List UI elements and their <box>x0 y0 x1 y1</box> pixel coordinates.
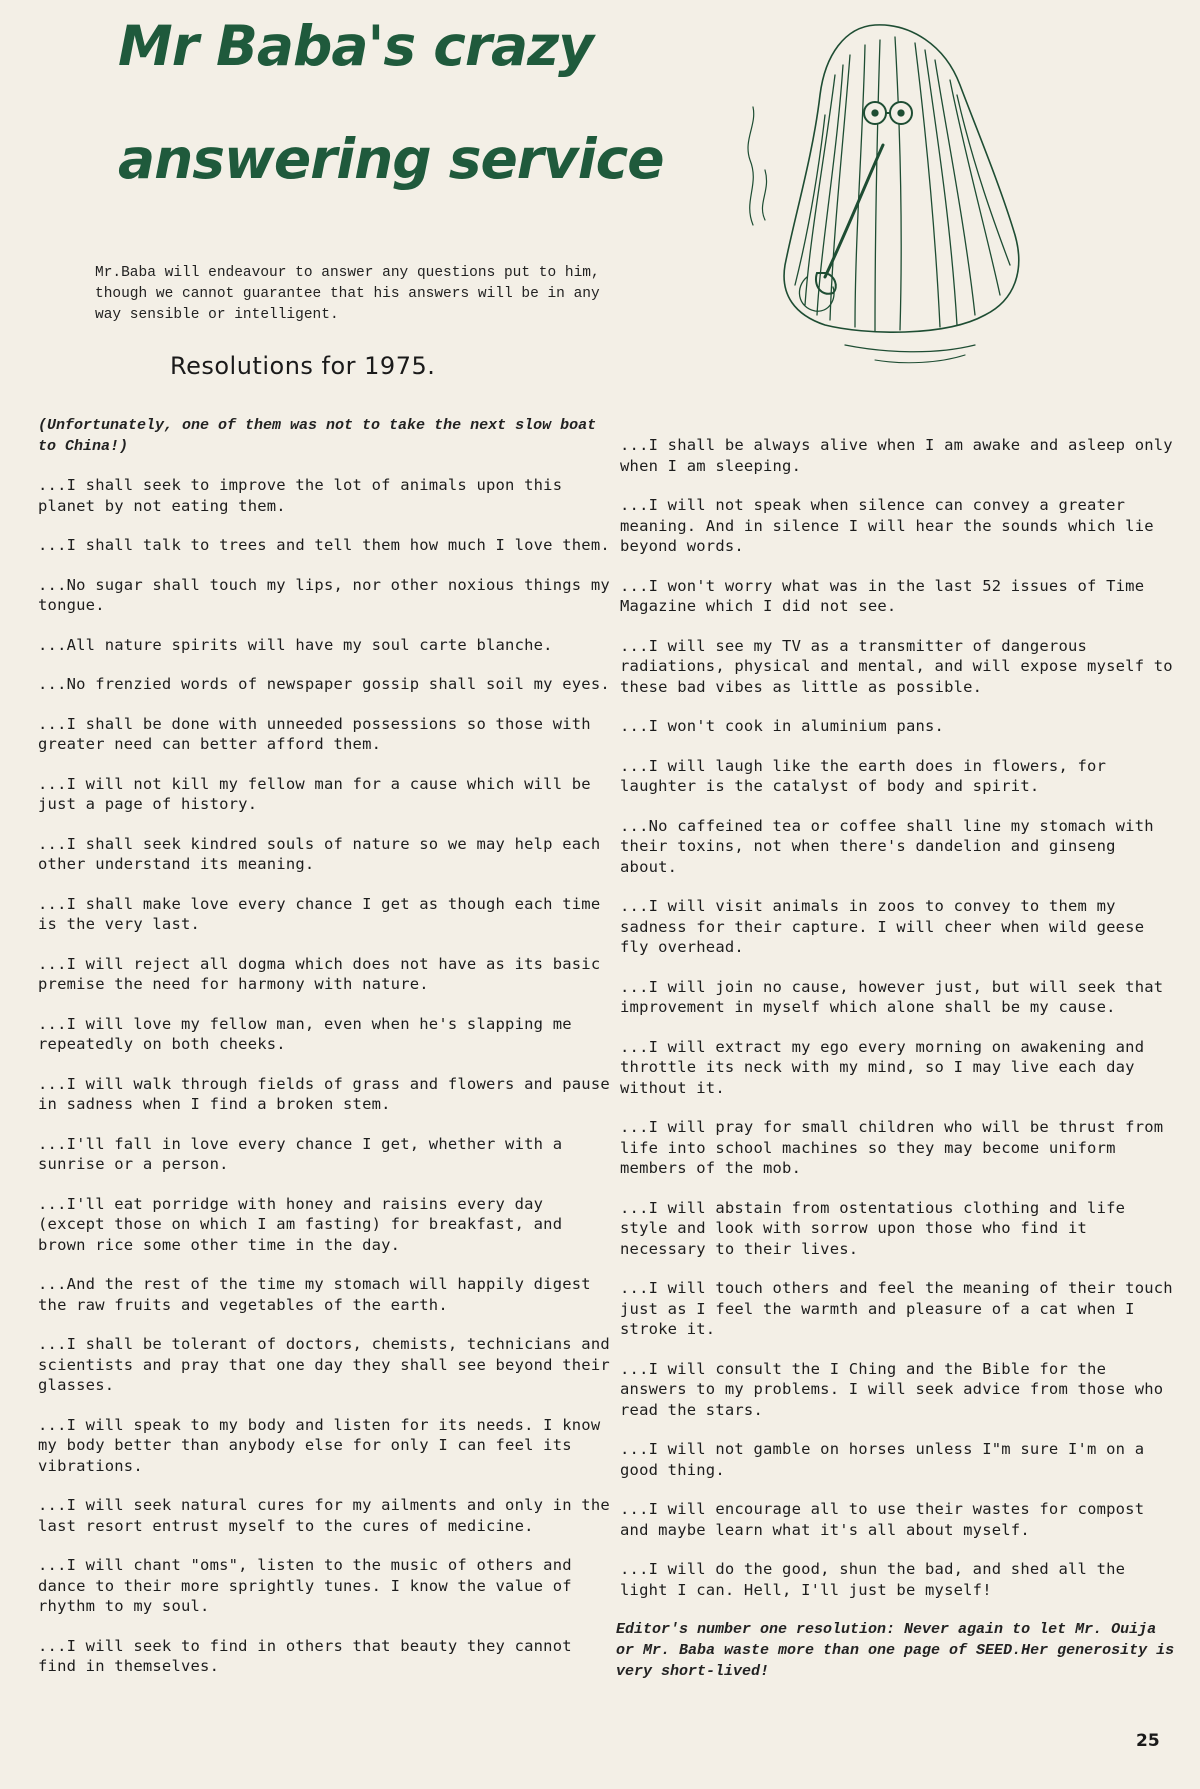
intro-note: (Unfortunately, one of them was not to take the next slow boat to China!) <box>38 417 597 455</box>
resolution-paragraph: ...I will do the good, shun the bad, and shed all the light I can. Hell, I'll just be myself! <box>620 1560 1126 1599</box>
resolution-paragraph: ...I will see my TV as a transmitter of dangerous radiations, physical and mental, and will expose myself to these bad vibes as little as possible. <box>620 636 1173 696</box>
resolution-paragraph: ...I will walk through fields of grass and flowers and pause in sadness when I find a broken stem. <box>38 1074 610 1113</box>
right-resolutions-list <box>612 435 1177 1600</box>
resolution-paragraph: ...I will visit animals in zoos to convey to them my sadness for their capture. I will cheer when wild geese fly overhead. <box>620 897 1145 956</box>
resolution-paragraph: ...I will abstain from ostentatious clothing and life style and look with sorrow upon those who find it necessary to their lives. <box>620 1198 1126 1258</box>
resolution-paragraph: ...I shall talk to trees and tell them how much I love them. <box>38 536 610 554</box>
resolution-paragraph: ...I shall be always alive when I am awake and asleep only when I am sleeping. <box>620 436 1173 475</box>
left-resolutions-list <box>30 475 615 1677</box>
resolution-paragraph: ...I will reject all dogma which does not have as its basic premise the need for harmony with nature. <box>38 954 601 993</box>
resolution-paragraph: ...I shall make love every chance I get as though each time is the very last. <box>38 894 601 933</box>
resolution-paragraph: ...No frenzied words of newspaper gossip shall soil my eyes. <box>38 675 610 693</box>
resolution-paragraph: ...I will join no cause, however just, but will seek that improvement in myself which alone shall be my cause. <box>620 977 1164 1016</box>
headline-line-2: answering service <box>118 127 664 191</box>
resolution-paragraph: ...I will pray for small children who will be thrust from life into school machines so they may become uniform members of the mob. <box>620 1118 1164 1177</box>
resolution-paragraph: ...I will not kill my fellow man for a cause which will be just a page of history. <box>38 774 591 813</box>
resolution-paragraph: ...All nature spirits will have my soul carte blanche. <box>38 635 553 654</box>
resolution-paragraph: ...I shall be done with unneeded possessions so those with greater need can better afford them. <box>38 714 591 753</box>
resolution-paragraph: ...And the rest of the time my stomach will happily digest the raw fruits and vegetables of the earth. <box>38 1275 591 1314</box>
resolution-paragraph: ...I will laugh like the earth does in flowers, for laughter is the catalyst of body and spirit. <box>620 756 1107 795</box>
resolution-paragraph: ...I won't worry what was in the last 52 issues of Time Magazine which I did not see. <box>620 576 1145 615</box>
headline-line-1: Mr Baba's crazy <box>118 14 593 78</box>
subheading: Resolutions for 1975. <box>170 352 436 380</box>
resolution-paragraph: ...I'll eat porridge with honey and raisins every day (except those on which I am fasting) for breakfast, and brown rice some other time in the day. <box>38 1194 563 1254</box>
editor-note: Editor's number one resolution: Never again to let Mr. Ouija or Mr. Baba waste more than one page of SEED.Her generosity is very short-lived! <box>616 1621 1175 1680</box>
intro-text: Mr.Baba will endeavour to answer any questions put to him, though we cannot guarantee that his answers will be in any way sensible or intelligent. <box>95 265 600 323</box>
resolution-paragraph: ...I shall be tolerant of doctors, chemists, technicians and scientists and pray that one day they shall see beyond their glasses. <box>38 1335 610 1394</box>
resolution-paragraph: ...I will love my fellow man, even when he's slapping me repeatedly on both cheeks. <box>38 1014 572 1053</box>
left-column <box>30 415 615 1696</box>
resolution-paragraph: ...I shall seek kindred souls of nature so we may help each other understand its meaning. <box>38 834 601 873</box>
resolution-paragraph: ...I will not gamble on horses unless I"m sure I'm on a good thing. <box>620 1440 1145 1479</box>
resolution-paragraph: ...I won't cook in aluminium pans. <box>620 717 945 735</box>
resolution-paragraph: ...I will touch others and feel the meaning of their touch just as I feel the warmth and pleasure of a cat when I stroke it. <box>620 1279 1173 1338</box>
resolution-paragraph: ...I will not speak when silence can convey a greater meaning. And in silence I will hear the sounds which lie beyond words. <box>620 496 1154 555</box>
resolution-paragraph: ...I will encourage all to use their wastes for compost and maybe learn what it's all about myself. <box>620 1500 1145 1539</box>
resolution-paragraph: ...I shall seek to improve the lot of animals upon this planet by not eating them. <box>38 476 563 515</box>
resolution-paragraph: ...I will speak to my body and listen for its needs. I know my body better than anybody else for only I can feel its vibrations. <box>38 1415 601 1475</box>
right-column <box>612 435 1177 1682</box>
resolution-paragraph: ...I will extract my ego every morning on awakening and throttle its neck with my mind, so I may live each day without it. <box>620 1037 1145 1097</box>
resolution-paragraph: ...I will seek natural cures for my ailments and only in the last resort entrust myself to the cures of medicine. <box>38 1496 610 1535</box>
resolution-paragraph: ...I will seek to find in others that beauty they cannot find in themselves. <box>38 1636 572 1675</box>
resolution-paragraph: ...No caffeined tea or coffee shall line my stomach with their toxins, not when there's dandelion and ginseng about. <box>620 816 1154 876</box>
resolution-paragraph: ...No sugar shall touch my lips, nor other noxious things my tongue. <box>38 575 610 614</box>
resolution-paragraph: ...I will chant "oms", listen to the music of others and dance to their more sprightly tunes. I know the value of rhythm to my soul. <box>38 1556 572 1615</box>
resolution-paragraph: ...I will consult the I Ching and the Bible for the answers to my problems. I will seek advice from those who read the stars. <box>620 1359 1164 1419</box>
resolution-paragraph: ...I'll fall in love every chance I get, whether with a sunrise or a person. <box>38 1134 563 1173</box>
mr-baba-illustration <box>725 15 1065 390</box>
page-number: 25 <box>1136 1731 1160 1751</box>
